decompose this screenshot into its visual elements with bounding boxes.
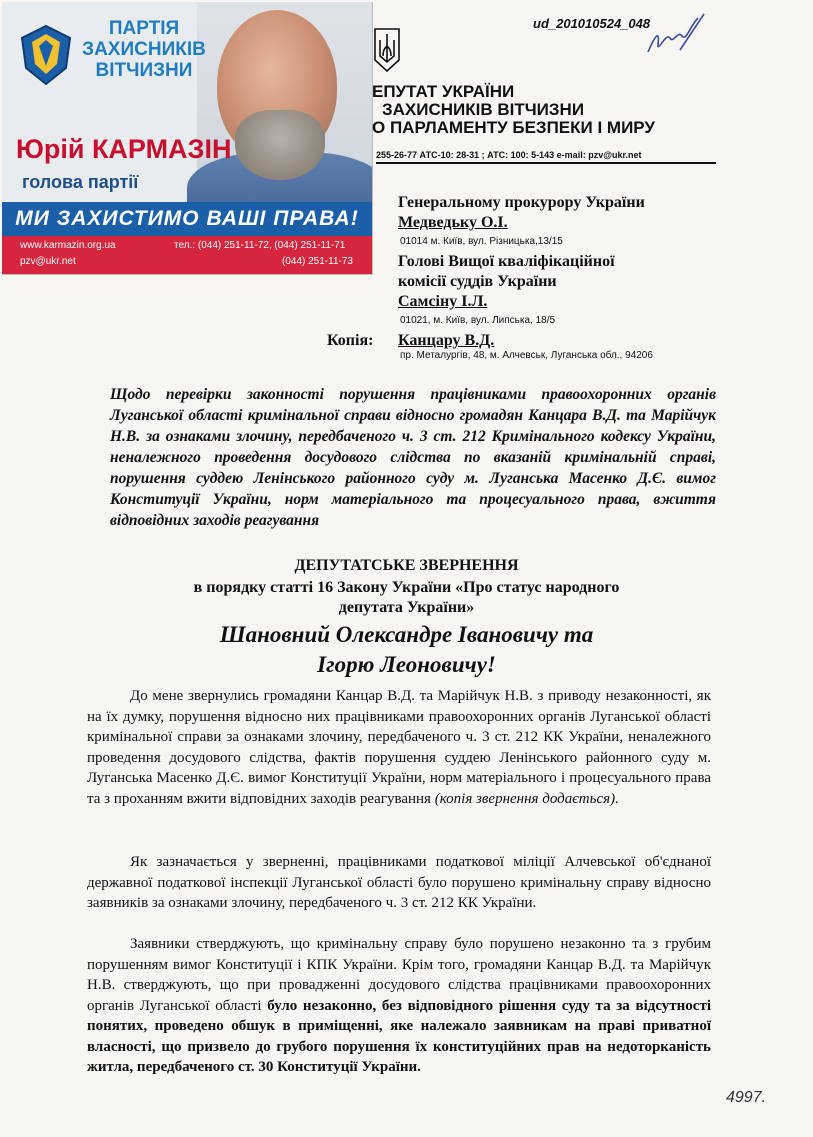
- copy-address: пр. Металургів, 48, м. Алчевськ, Луганська обл., 94206: [400, 350, 653, 361]
- addressee-2-title: Голові Вищої кваліфікаційної: [398, 253, 615, 270]
- leader-role: голова партії: [22, 172, 139, 192]
- addressee-2-name: Самсіну І.Л.: [398, 293, 488, 310]
- leader-name: Юрій КАРМАЗІН: [16, 134, 232, 164]
- copy-name: Канцару В.Д.: [398, 332, 495, 349]
- divider: [376, 162, 716, 164]
- party-name: ПАРТІЯ ЗАХИСНИКІВ ВІТЧИЗНИ: [82, 18, 206, 81]
- greeting-line-1: Шановний Олександре Івановичу та: [219, 622, 594, 647]
- page-number: 4997.: [726, 1089, 767, 1106]
- slogan: МИ ЗАХИСТИМО ВАШІ ПРАВА!: [2, 202, 372, 236]
- paragraph-1: [87, 686, 711, 809]
- signature-icon: [640, 8, 710, 63]
- coat-of-arms-icon: [372, 26, 402, 74]
- paragraph-1-note: (копія звернення додається).: [434, 790, 619, 807]
- addressee-1-name: Медведьку О.І.: [398, 214, 508, 231]
- business-card: [2, 2, 373, 275]
- paragraph-3: [87, 934, 711, 1078]
- paragraph-3-text: Заявники стверджують, що кримінальну справу було порушено незаконно та з грубим порушенням вимог Конституції і КПК України. Крім того, громадяни Канцар В.Д. та Марійчук Н.В. стверджують, що при провадженні досудового слідства працівниками правоохоронних органів Луганської області: [87, 936, 711, 1014]
- addressee-2-address: 01021, м. Київ, вул. Липська, 18/5: [400, 315, 556, 326]
- portrait-photo: [197, 2, 372, 234]
- paragraph-1-text: До мене звернулись громадяни Канцар В.Д. та Марійчук Н.В. з приводу незаконності, як на їх думку, порушення відносно них працівниками правоохоронних органів Луганської області кримінальної справи за ознаками злочину, передбаченого ч. 3 ст. 212 КК України, неналежного проведення досудового слідства, фактів порушення суддею Ленінського районного суду м. Луганська Масенко Д.Є. вимог Конституції України, норм матеріального і процесуального права та з проханням вжити відповідних заходів реагування: [87, 688, 711, 807]
- appeal-title: ДЕПУТАТСЬКЕ ЗВЕРНЕННЯ: [294, 557, 519, 574]
- letterhead: ЕПУТАТ УКРАЇНИ ЗАХИСНИКІВ ВІТЧИЗНИ О ПАРЛАМЕНТУ БЕЗПЕКИ І МИРУ: [372, 82, 655, 137]
- paragraph-2: Як зазначається у зверненні, працівниками податкової міліції Алчевської об'єднаної державної податкової інспекції Луганської області було порушено кримінальну справу відносно заявників за ознаками злочину, передбаченого ч. 3 ст. 212 КК України.: [87, 854, 711, 911]
- phone-secondary: (044) 251-11-73: [282, 256, 353, 267]
- letterhead-contacts: 255-26-77 АТС-10: 28-31 ; АТС: 100: 5-143 e-mail: pzv@ukr.net: [376, 150, 642, 160]
- phone-primary: тел.: (044) 251-11-72, (044) 251-11-71: [174, 240, 346, 251]
- party-logo-icon: [20, 24, 72, 86]
- appeal-basis-end: депутата України»: [338, 599, 475, 616]
- email-link[interactable]: pzv@ukr.net: [20, 256, 76, 267]
- copy-label: Копія:: [327, 332, 374, 349]
- document-stamp: ud_201010524_048: [533, 16, 651, 31]
- website-link[interactable]: www.karmazin.org.ua: [20, 240, 116, 251]
- card-footer: [2, 236, 372, 274]
- greeting-line-2: Ігорю Леоновичу!: [317, 652, 496, 677]
- appeal-basis: в порядку статті 16 Закону України «Про статус народного: [193, 579, 620, 596]
- addressee-1-address: 01014 м. Київ, вул. Різницька,13/15: [400, 236, 563, 247]
- paragraph-3-emphasis: було незаконно, без відповідного рішення суду та за відсутності понятих, проведено обшук в приміщенні, яке належало заявникам на праві приватної власності, що призвело до грубого порушення їх конституційних прав на недоторканість житла, передбаченого ст. 30 Конституції України.: [87, 997, 712, 1075]
- addressee-2-org: комісії суддів України: [398, 273, 557, 290]
- subject: Щодо перевірки законності порушення працівниками правоохоронних органів Луганської області кримінальної справи відносно громадян Канцара В.Д. та Марійчук Н.В. за ознаками злочину, передбаченого ч. 3 ст. 212 Кримінального кодексу України, неналежного проведення досудового слідства по вказаній кримінальній справі, порушення суддею Ленінського районного суду м. Луганська Масенко Д.Є. вимог Конституції України, норм матеріального та процесуального права, вжиття відповідних заходів реагування: [110, 386, 716, 529]
- addressee-1-title: Генеральному прокурору України: [398, 194, 645, 211]
